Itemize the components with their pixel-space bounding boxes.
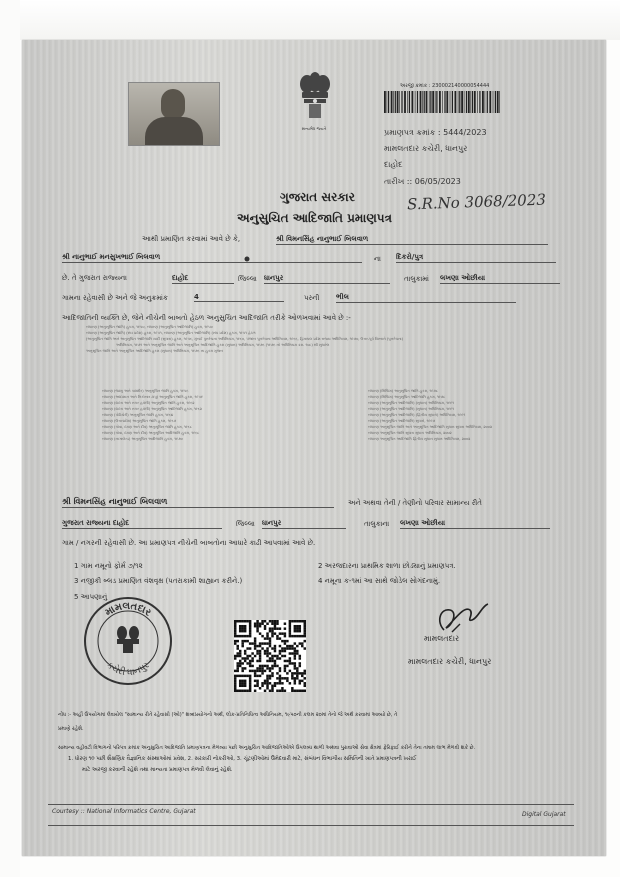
note-label: નોંધ :- xyxy=(58,712,72,718)
certificate-number: પ્રમાણપત્ર ક્રમાંક : 5444/2023 xyxy=(384,128,487,137)
ink-dot-icon xyxy=(244,256,250,262)
fine-print-line: બંધારણ (અનુસૂચિત આદિજાતિ) (સુધારા) અધિનિયમ, ૧૯૯૧ xyxy=(368,401,455,405)
certificate-title: અનુસુચિત આદિજાતિ પ્રમાણપત્ર xyxy=(237,211,392,225)
fine-print-line: બંધારણ (ગોવા, દમણ અને દીવ) અનુસૂચિત જાતિ હુકમ, ૧૯૬૮ xyxy=(102,425,192,429)
seal-top-text: મામલતદાર xyxy=(103,600,153,619)
residence-closing: ગામ / નગરની રહેવાસી છે. આ પ્રમાણપત્ર નીચેની બાબતોના આધારે કાઢી આપવામાં આવે છે. xyxy=(62,539,316,547)
basis-item-2: 2 અરજદારના પ્રાથમિક શાળા છોડ્યાનું પ્રમાણપત્ર. xyxy=(318,562,456,570)
issuing-district: દાહોદ xyxy=(384,160,403,169)
residence-taluka-value: ધાનપુર xyxy=(262,519,346,529)
district-label: જિલ્લા xyxy=(238,275,257,283)
rule-line: સામાન્ય વહીવટી વિભાગનો પરિપત્ર ક્રમાંક અનુસુચિત આદિજાતિ પ્રમાણપત્રના મેળવ્યા પછી અનુસુચિત આદિજાતિઓએ ઉપલબ્ધ થાળી અથવા પુરાવાઓ સેવા ક્ષેત્રમાં ફેરિફાઈ કરીને તેના તમામ લાભ મેળવી શકે છે. xyxy=(58,745,476,751)
na-label: ના xyxy=(374,255,381,263)
fine-print-line: બંધારણ (નાગાલેન્ડ) અનુસૂચિત આદિજાતિ હુકમ, ૧૯૭૦ xyxy=(102,437,183,441)
applicant-photo xyxy=(128,82,220,146)
state-district-value: દાહોદ xyxy=(172,274,234,284)
fine-print-left-column xyxy=(102,388,302,442)
scan-margin-top xyxy=(0,0,620,40)
fine-print-line: અનુસૂચિત જાતિ અને અનુસૂચિત આદિજાતિ હુકમ (સુધારા) અધિનિયમ, ૧૯૭૬ ના હુકમ મુજબ xyxy=(86,349,223,353)
issuing-office: મામલતદાર કચેરી, ધાનપુર xyxy=(384,144,468,153)
barcode-label: અરજી ક્રમાંક : 230002140000054444 xyxy=(400,83,490,89)
community-suffix: પરની xyxy=(304,294,320,302)
signatory-office: મામલતદાર કચેરી, ધાનપુર xyxy=(408,657,492,666)
svg-text:મામલતદાર xyxy=(103,601,153,619)
svg-text:કચેરી ધાનપુર xyxy=(104,660,152,678)
father-name: શ્રી નાનુભાઈ મનસુખભાઈ બિલવાળ xyxy=(62,253,362,263)
verification-qr-code xyxy=(234,620,306,692)
signatory-title: મામલતદાર xyxy=(424,634,460,643)
note-text: અહીં ઉપયોગમાં લેવાયેલ "સામાન્ય રીતે રહેવાસી (ઓ)" શબ્દપ્રયોગનો અર્થ, લોક-પ્રતિનિધિત્વ અધિનિયમ, ૧૯૫૦ની કલમ ૨૦માં તેનો જે અર્થ કરવામાં આવ્યો છે, તે xyxy=(72,712,398,718)
basis-item-5: 5 આપણાનું xyxy=(74,593,108,601)
rule-items-continued: માટે અરજી કરવાની રહેશે તથા માન્યતા પ્રમાણપત્ર મેળવી લેવાનું રહેશે. xyxy=(82,767,233,773)
footer-courtesy: Courtesy :: National Informatics Centre, Gujarat xyxy=(52,808,196,815)
residence-state-district: ગુજરાત રાજ્યના દાહોદ xyxy=(62,519,222,529)
community-name: ભીલ xyxy=(336,293,516,303)
basis-item-3: 3 નજીકી બ્લડ પ્રમાણિત વંશવૃક્ષ (પતરાકામી શાહ્યાન કરીને.) xyxy=(74,577,243,585)
fine-print-line: બંધારણ અનુસૂચિત જાતિ સુધારા સુધારા અધિનિયમ, ૨૦૦૨ xyxy=(368,431,452,435)
taluka-value: ધાનપુર xyxy=(264,274,390,284)
community-label: ગામના રહેવાસી છે અને જે અનુક્રમાંક xyxy=(62,294,168,302)
fine-print-line: બંધારણ (અનુસૂચિત આદિજાતિ) (સુધારા) અધિનિયમ, ૧૯૯૧ xyxy=(368,407,455,411)
fine-print-line: બંધારણ (અનુસૂચિત આદિજાતિ) સુધારો, ૧૯૯૭ xyxy=(368,419,436,423)
fine-print-line: બંધારણ (પોંડિચેરી) અનુસૂચિત જાતિ હુકમ, ૧૯૬૪ xyxy=(102,413,174,417)
handwritten-serial-number: S.R.No 3068/2023 xyxy=(406,190,547,214)
scan-margin-left xyxy=(0,0,20,877)
tribe-statement: આદિજાતિની વ્યક્તિ છે, જેને નીચેની બાબતો હેઠળ અનુસુચિત આદિજાતિ તરીકે ઓળખવામાં આવે છે :- xyxy=(62,314,351,322)
fine-print-line: બંધારણ (ગોવા, દમણ અને દીવ) અનુસૂચિત આદિજાતિ હુકમ, ૧૯૬૮ xyxy=(102,431,200,435)
fine-print-top xyxy=(86,324,566,354)
community-number: 4 xyxy=(194,293,284,302)
state-label: છે. તે ગુજરાત રાજ્યના xyxy=(62,274,127,282)
note-line-2: પ્રમાણે રહેશે. xyxy=(58,726,84,732)
emblem-caption: સત્યમેવ જયતે xyxy=(301,126,327,131)
fine-print-line: બંધારણ (અનુસૂચિત જાતિ) (સંઘ પ્રદેશ) હુકમ, ૧૯૫૧, બંધારણ (અનુસૂચિત આદિજાતિ) (સંઘ પ્રદેશ) હુકમ, ૧૯૫૧ હેઠળ xyxy=(86,331,256,335)
footer-brand: Digital Gujarat xyxy=(522,811,566,818)
residence-name: શ્રી વિમનસિંહ નાનુભાઈ બિલવાળ xyxy=(62,497,334,508)
residence-village-value: લખણા ઓછીયા xyxy=(400,519,550,529)
barcode-image xyxy=(382,91,502,113)
basis-item-4: 4 નમૂના ક-૧માં આ સાથે જોડેલ સોગંદનામું. xyxy=(318,577,441,585)
fine-print-line: બંધારણ અનુસૂચિત આદિજાતિ દ્વિતીય સુધારા સુધારા અધિનિયમ, ૨૦૦૨ xyxy=(368,437,471,441)
rule-items: 1. ધોરણ ૧૦ પછી શૈક્ષણિક વૈજ્ઞાનિક સંસ્થાઓમાં પ્રવેશ, 2. સરકારી નોકરીઓ, 3. ચૂંટણીઓમાં ઉમેદવારી માટે, સંબંધન વિભાગીય સમિતિની ખાતે પ્રમાણપત્રની ખરાઈ xyxy=(68,756,417,762)
fine-print-line: બંધારણ (અનુસૂચિત જાતિ) હુકમ, ૧૯૫૦, બંધારણ (અનુસૂચિત આદિજાતિ) હુકમ, ૧૯૫૦ xyxy=(86,325,213,329)
national-emblem-icon xyxy=(295,70,335,124)
relation-value: દિકરો/પુત્ર xyxy=(396,253,556,263)
fine-print-line: (અનુસૂચિત જાતિ અને અનુસૂચિત આદિજાતિ યાદી (સુધારા) હુકમ, ૧૯૫૬, મુંબઈ પુનર્રચના અધિનિયમ, ૧૯૬૦, પંજાબ પુનર્રચના અધિનિયમ, ૧૯૬૬, હિમાચલ પ્રદેશ રાજ્ય અધિનિયમ, ૧૯૭૦, ઉત્તર-પૂર્વ વિસ્તારો (પુનર્રચના) xyxy=(86,337,403,341)
residence-district-label: જિલ્લા xyxy=(236,520,255,528)
residence-taluka-label: તાલુકાના xyxy=(364,520,390,528)
basis-item-1: 1 ગામ નમૂનો ફોર્મ ૭/૧૨ xyxy=(74,562,143,570)
fine-print-line: બંધારણ (દાદરા અને નગર હવેલી) અનુસૂચિત આદિજાતિ હુકમ, ૧૯૬૨ xyxy=(102,407,202,411)
fine-print-line: બંધારણ (જમ્મુ અને કાશ્મીર) અનુસૂચિત જાતિ હુકમ, ૧૯૫૬ xyxy=(102,389,189,393)
fine-print-right-column xyxy=(368,388,568,442)
office-seal-stamp xyxy=(82,595,174,687)
village-value: લખણા ઓછીયા xyxy=(440,274,560,284)
certificate-page xyxy=(22,40,606,856)
applicant-name: શ્રી વિમનસિંહ નાનુભાઈ બિલવાળ xyxy=(276,235,548,245)
fine-print-line: બંધારણ અનુસૂચિત જાતિ અને અનુસૂચિત આદિજાતિ સુધારા સુધારા અધિનિયમ, ૨૦૦૨ xyxy=(368,425,493,429)
fine-print-line: બંધારણ (આંદામાન અને નિકોબાર ટાપુ) અનુસૂચિત જાતિ હુકમ, ૧૯૫૯ xyxy=(102,395,203,399)
issue-date: તારીખ :: 06/05/2023 xyxy=(384,177,461,186)
fine-print-line: બંધારણ (અનુસૂચિત આદિજાતિ) (દ્વિતીય સુધારો) અધિનિયમ, ૧૯૯૧ xyxy=(368,413,466,417)
government-title: ગુજરાત સરકાર xyxy=(280,190,355,204)
fine-print-line: બંધારણ (સિક્કિમ) અનુસૂચિત જાતિ હુકમ, ૧૯૭૮ xyxy=(368,389,438,393)
note-line-1 xyxy=(58,712,397,718)
residence-suffix: અને અથવા તેની / તેણીનો પરિવાર સામાન્ય રીતે xyxy=(348,499,482,507)
fine-print-line: બંધારણ (દાદરા અને નગર હવેલી) અનુસૂચિત જાતિ હુકમ, ૧૯૬૨ xyxy=(102,401,195,405)
fine-print-line: બંધારણ (સિક્કિમ) અનુસૂચિત આદિજાતિ હુકમ, ૧૯૭૮ xyxy=(368,395,446,399)
fine-print-line: બંધારણ (ઉત્તરપ્રદેશ) અનુસૂચિત જાતિ હુકમ, ૧૯૬૭ xyxy=(102,419,177,423)
intro-text: આથી પ્રમાણિત કરવામાં આવે છે કે, xyxy=(142,235,241,243)
fine-print-line: અધિનિયમ, ૧૯૭૧ અને અનુસૂચિત જાતિ અને અનુસૂચિત આદિજાતિ હુકમ (સુધારા) અધિનિયમ, ૧૯૭૬ (૧૯૭૬ નો અધિનિયમ ક્રમ. ૧૦૮) થી સુધારેલ xyxy=(116,343,330,347)
seal-bottom-text: કચેરી ધાનપુર xyxy=(104,660,152,679)
taluka-label: તાલુકામાં xyxy=(404,275,429,283)
